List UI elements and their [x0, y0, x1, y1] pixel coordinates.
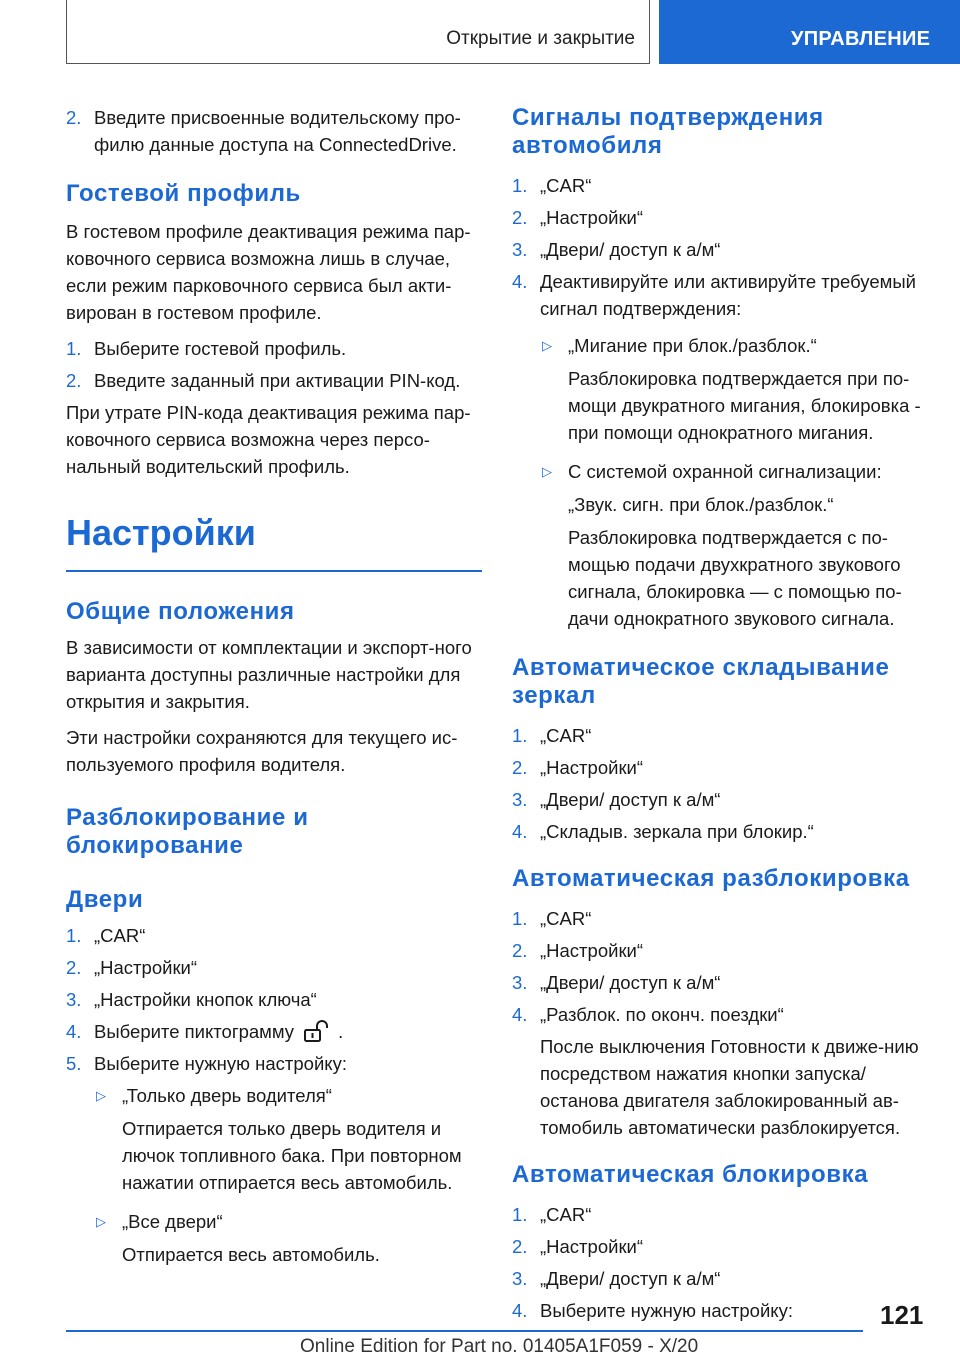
list-item	[66, 367, 482, 394]
option-item	[66, 1082, 482, 1109]
option-item	[512, 332, 928, 359]
list-item	[66, 104, 482, 158]
step-suffix: .	[338, 1020, 344, 1042]
settings-rule	[66, 570, 482, 572]
triangle-right-icon: ▷	[96, 1087, 106, 1103]
option-desc-label: „Звук. сигн. при блок./разблок.“	[568, 494, 834, 515]
step-text: „Настройки кнопок ключа“	[94, 988, 317, 1010]
list-item	[512, 818, 928, 845]
option-desc: Разблокировка подтверждается при по-мощи двукратного мигания, блокировка - при помощи однократного мигания.	[568, 368, 921, 443]
step-number: 1.	[66, 338, 82, 359]
step-text: „Двери/ доступ к а/м“	[540, 972, 721, 993]
list-item	[66, 954, 482, 981]
step-number: 4.	[66, 1020, 82, 1042]
list-item	[512, 969, 928, 996]
step-number: 4.	[512, 1004, 528, 1025]
step-number: 1.	[66, 924, 82, 946]
step-number: 2.	[512, 757, 528, 778]
header-chapter-box	[659, 0, 960, 64]
step-text: „CAR“	[540, 1204, 592, 1225]
step-number: 5.	[66, 1052, 82, 1074]
list-item	[512, 1233, 928, 1260]
step-text: Введите заданный при активации PIN-код.	[94, 370, 461, 391]
autolock-heading: Автоматическая блокировка	[512, 1161, 869, 1188]
autolock-steps	[512, 1201, 928, 1324]
left-column	[66, 104, 482, 1280]
intro-steps	[66, 104, 482, 158]
guest-para-1: В гостевом профиле деактивация режима пар-ковочного сервиса возможна лишь в случае, если режим парковочного сервиса был акти-вирован в гостевом профиле.	[66, 221, 471, 323]
list-item	[512, 204, 928, 231]
step-text: „Двери/ доступ к а/м“	[540, 1268, 721, 1289]
step-number: 2.	[66, 107, 82, 128]
step-number: 1.	[512, 1204, 528, 1225]
general-heading: Общие положения	[66, 597, 295, 625]
step-text: „Двери/ доступ к а/м“	[540, 789, 721, 810]
guest-profile-heading: Гостевой профиль	[66, 180, 301, 207]
step-text: Деактивируйте или активируйте требуемый сигнал подтверждения:	[540, 271, 916, 319]
step-number: 4.	[512, 271, 528, 292]
step-number: 3.	[512, 1268, 528, 1289]
list-item	[66, 922, 482, 949]
step-text: Выберите пиктограмму	[94, 1020, 295, 1042]
option-desc: Разблокировка подтверждается с по-мощью подачи двухкратного звукового сигнала, блокировка — с помощью по-дачи однократного звукового сигнала.	[568, 527, 902, 629]
list-item	[66, 1050, 482, 1077]
step-text: „CAR“	[540, 908, 592, 929]
step-text: Выберите нужную настройку:	[540, 1300, 793, 1321]
confirm-steps	[512, 172, 928, 322]
right-column	[512, 104, 928, 1329]
step-text: Введите присвоенные водительскому про-филю данные доступа на ConnectedDrive.	[94, 107, 461, 155]
step-number: 2.	[512, 1236, 528, 1257]
option-label: „Все двери“	[122, 1210, 223, 1232]
step-text: „Настройки“	[94, 956, 198, 978]
list-item	[66, 335, 482, 362]
step-text: „Двери/ доступ к а/м“	[540, 239, 721, 260]
step-number: 2.	[512, 207, 528, 228]
step-text: „Настройки“	[540, 1236, 644, 1257]
mirror-heading: Автоматическое складывание зеркал	[512, 654, 890, 709]
confirm-heading: Сигналы подтверждения автомобиля	[512, 104, 824, 159]
general-para-2: Эти настройки сохраняются для текущего ис-пользуемого профиля водителя.	[66, 726, 458, 775]
header-chapter-title: УПРАВЛЕНИЕ	[791, 28, 931, 50]
step-text: Выберите гостевой профиль.	[94, 338, 347, 359]
step-number: 4.	[512, 1300, 528, 1321]
step-number: 2.	[512, 940, 528, 961]
list-item	[66, 986, 482, 1013]
general-para-1: В зависимости от комплектации и экспорт-ного варианта доступны различные настройки для открытия и закрытия.	[66, 636, 472, 712]
doors-steps	[66, 922, 482, 1077]
list-item	[512, 905, 928, 932]
triangle-right-icon: ▷	[542, 338, 552, 353]
option-item	[66, 1208, 482, 1235]
list-item	[512, 754, 928, 781]
step-text: „Настройки“	[540, 207, 644, 228]
step-number: 2.	[66, 956, 82, 978]
step-number: 1.	[512, 725, 528, 746]
list-item	[512, 268, 928, 322]
guest-para-2: При утрате PIN-кода деактивация режима пар-ковочного сервиса возможна через персо-нальный водительский профиль.	[66, 402, 471, 477]
step-number: 2.	[66, 370, 82, 391]
list-item	[512, 722, 928, 749]
list-item	[512, 1201, 928, 1228]
footer-edition: Online Edition for Part no. 01405A1F059 - X/20	[300, 1336, 699, 1357]
header-section-box	[66, 0, 650, 64]
option-desc: Отпирается весь автомобиль.	[122, 1243, 380, 1265]
list-item	[512, 172, 928, 199]
guest-steps	[66, 335, 482, 394]
step-number: 1.	[512, 175, 528, 196]
step-text: „CAR“	[94, 924, 146, 946]
step-text: „Складыв. зеркала при блокир.“	[540, 821, 814, 842]
triangle-right-icon: ▷	[96, 1213, 106, 1229]
step-text: „Разблок. по оконч. поездки“	[540, 1004, 784, 1025]
list-item	[512, 1297, 928, 1324]
list-item	[66, 1018, 482, 1045]
step-text: „CAR“	[540, 175, 592, 196]
page-number: 121	[880, 1300, 924, 1330]
step-text: „CAR“	[540, 725, 592, 746]
step-number: 4.	[512, 821, 528, 842]
header-section-title: Открытие и закрытие	[446, 28, 635, 49]
unlock-icon	[302, 1020, 332, 1042]
option-desc: Отпирается только дверь водителя и лючок топливного бака. При повторном нажатии отпирается весь автомобиль.	[122, 1117, 462, 1193]
autounlock-steps	[512, 905, 928, 1028]
option-item	[512, 458, 928, 485]
step-number: 3.	[66, 988, 82, 1010]
autounlock-para: После выключения Готовности к движе-нию посредством нажатия кнопки запуска/ останова двигателя заблокированный ав-томобиль автоматически разблокируется.	[540, 1036, 919, 1138]
step-text: „Настройки“	[540, 757, 644, 778]
step-number: 1.	[512, 908, 528, 929]
step-text: Выберите нужную настройку:	[94, 1052, 347, 1074]
triangle-right-icon: ▷	[542, 464, 552, 479]
step-number: 3.	[512, 239, 528, 260]
list-item	[512, 1265, 928, 1292]
step-number: 3.	[512, 972, 528, 993]
lock-heading: Разблокирование и блокирование	[66, 803, 309, 859]
list-item	[512, 1001, 928, 1028]
option-label: С системой охранной сигнализации:	[568, 461, 882, 482]
autounlock-heading: Автоматическая разблокировка	[512, 865, 910, 892]
list-item	[512, 236, 928, 263]
option-label: „Только дверь водителя“	[122, 1084, 332, 1106]
option-label: „Мигание при блок./разблок.“	[568, 335, 817, 356]
list-item	[512, 937, 928, 964]
step-text: „Настройки“	[540, 940, 644, 961]
step-number: 3.	[512, 789, 528, 810]
settings-heading: Настройки	[66, 512, 256, 553]
doors-heading: Двери	[66, 885, 144, 913]
list-item	[512, 786, 928, 813]
footer-rule	[66, 1330, 863, 1332]
mirror-steps	[512, 722, 928, 845]
